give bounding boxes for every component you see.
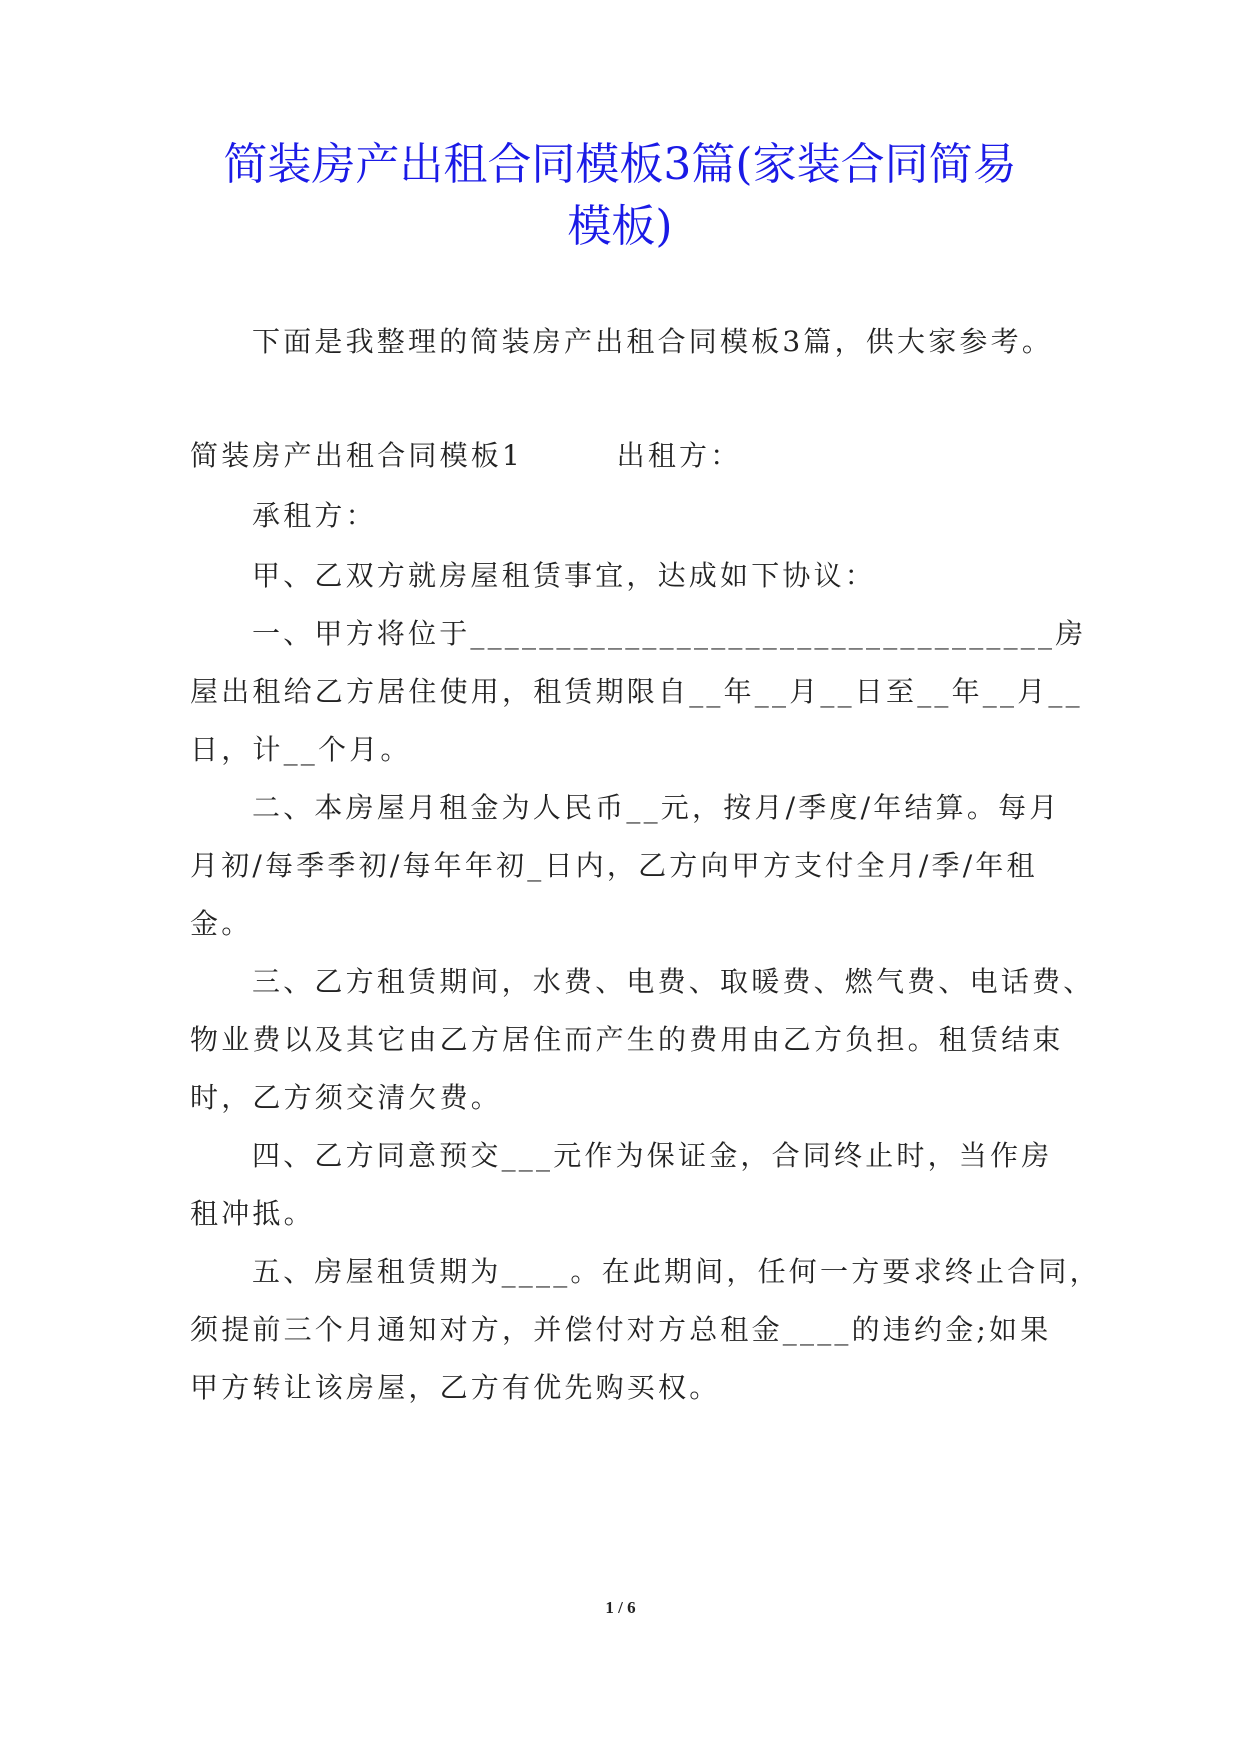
clause-5-line-1: 五、房屋租赁期为____。在此期间，任何一方要求终止合同， (252, 1255, 1101, 1288)
contract-heading-line: 简装房产出租合同模板1 出租方： (190, 439, 742, 472)
tenant-line: 承租方： (252, 499, 377, 532)
clause-1-line-1: 一、甲方将位于__________________________________房 (252, 617, 1087, 650)
clause-3-line-3: 时，乙方须交清欠费。 (190, 1081, 503, 1114)
clause-1-line-2: 屋出租给乙方居住使用，租赁期限自__年__月__日至__年__月__ (190, 675, 1083, 708)
agreement-line: 甲、乙双方就房屋租赁事宜，达成如下协议： (252, 559, 877, 592)
clause-3-line-1: 三、乙方租赁期间，水费、电费、取暖费、燃气费、电话费、 (252, 965, 1095, 998)
clause-2-line-1: 二、本房屋月租金为人民币__元，按月/季度/年结算。每月 (252, 791, 1061, 824)
title-line-1: 简装房产出租合同模板3篇(家装合同简易 (223, 139, 1017, 190)
clause-2-line-3: 金。 (190, 907, 253, 940)
title-line-2: 模板) (567, 201, 673, 252)
clause-5-line-3: 甲方转让该房屋，乙方有优先购买权。 (190, 1371, 721, 1404)
clause-5-line-2: 须提前三个月通知对方，并偿付对方总租金____的违约金;如果 (190, 1313, 1052, 1346)
page-number: 1 / 6 (605, 1598, 636, 1617)
clause-2-line-2: 月初/每季季初/每年年初_日内，乙方向甲方支付全月/季/年租 (190, 849, 1038, 882)
clause-3-line-2: 物业费以及其它由乙方居住而产生的费用由乙方负担。租赁结束 (190, 1023, 1064, 1056)
clause-4-line-1: 四、乙方同意预交___元作为保证金，合同终止时，当作房 (252, 1139, 1053, 1172)
intro-paragraph: 下面是我整理的简装房产出租合同模板3篇，供大家参考。 (252, 325, 1054, 358)
clause-1-line-3: 日，计__个月。 (190, 733, 412, 766)
clause-4-line-2: 租冲抵。 (190, 1197, 315, 1230)
